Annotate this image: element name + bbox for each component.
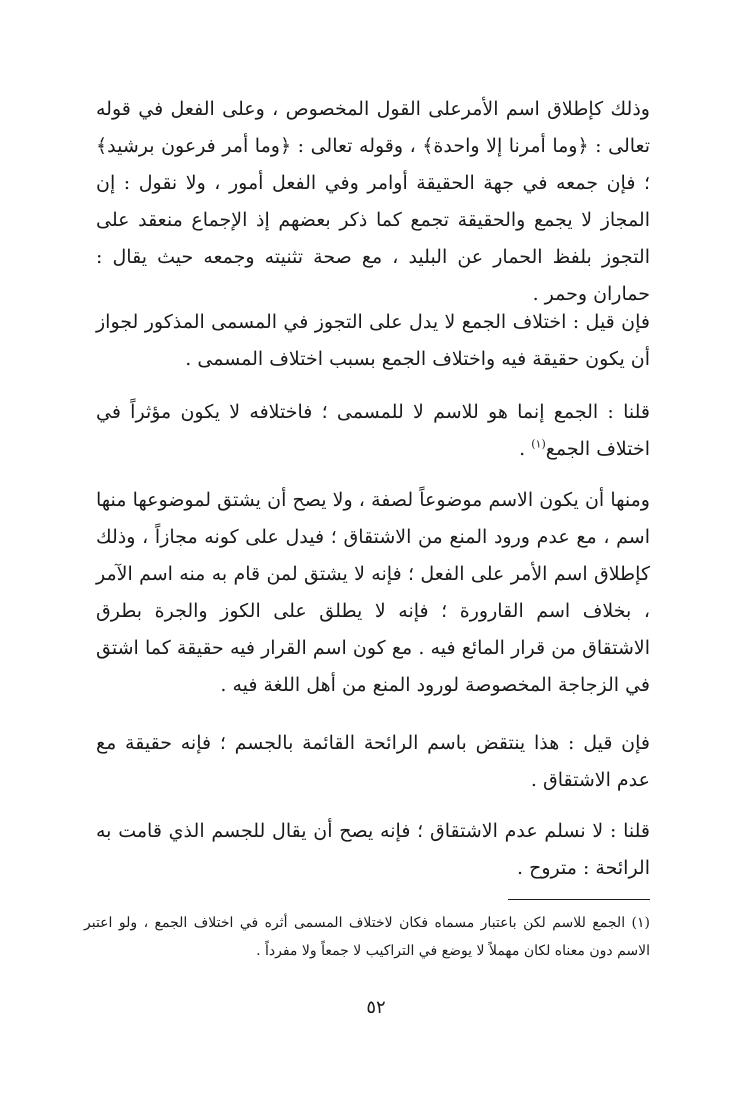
page-number: ٥٢ [366,997,386,1018]
paragraph-objection-scent: فإن قيل : هذا ينتقض باسم الرائحة القائمة بالجسم ؛ فإنه حقيقة مع عدم الاشتقاق . [96,732,650,791]
reply-plural-text: قلنا : الجمع إنما هو للاسم لا للمسمى ؛ فاختلافه لا يكون مؤثراً في اختلاف الجمع [96,401,650,460]
paragraph-majaz-plural: وذلك كإطلاق اسم الأمرعلى القول المخصوص ، وعلى الفعل في قوله تعالى : ﴿وما أمرنا إلا واحدة﴾ ، وقوله تعالى : ﴿وما أمر فرعون برشيد﴾ ؛ فإن جمعه في جهة الحقيقة أوامر وفي الفعل أمور ، ولا نقول : إن المجاز لا يجمع والحقيقة تجمع كما ذكر بعضهم إذ الإجماع منعقد على التجوز بلفظ الحمار عن البليد ، مع صحة تثنيته وجمعه حيث يقال : حماران وحمر . [96,98,650,305]
reply-plural-ending: . [519,438,532,460]
paragraph-derivation: ومنها أن يكون الاسم موضوعاً لصفة ، ولا يصح أن يشتق لموضوعها منها اسم ، مع عدم ورود المنع من الاشتقاق ؛ فيدل على كونه مجازاً ، وذلك كإطلاق اسم الأمر على الفعل ؛ فإنه لا يشتق لمن قام به منه اسم الآمر ، بخلاف اسم القارورة ؛ فإنه لا يطلق على الكوز والجرة بطرق الاشتقاق من قرار المائع فيه . مع كون اسم القرار فيه حقيقة كما اشتق في الزجاجة المخصوصة لورود المنع من أهل اللغة فيه . [96,489,650,696]
paragraph-reply-scent: قلنا : لا نسلم عدم الاشتقاق ؛ فإنه يصح أن يقال للجسم الذي قامت به الرائحة : متروح . [96,820,650,879]
footnote-separator [508,899,650,900]
footnote: (١) الجمع للاسم لكن باعتبار مسماه فكان لاختلاف المسمى أثره في اختلاف الجمع ، ولو اعتبر الاسم دون معناه لكان مهملاً لا يوضع في التراكيب لا جمعاً ولا مفرداً . [84,915,650,959]
paragraph-objection-plural: فإن قيل : اختلاف الجمع لا يدل على التجوز في المسمى المذكور لجواز أن يكون حقيقة فيه واختلاف الجمع بسبب اختلاف المسمى . [96,311,650,370]
footnote-marker: (١) [531,437,546,451]
paragraph-reply-plural [96,394,650,468]
